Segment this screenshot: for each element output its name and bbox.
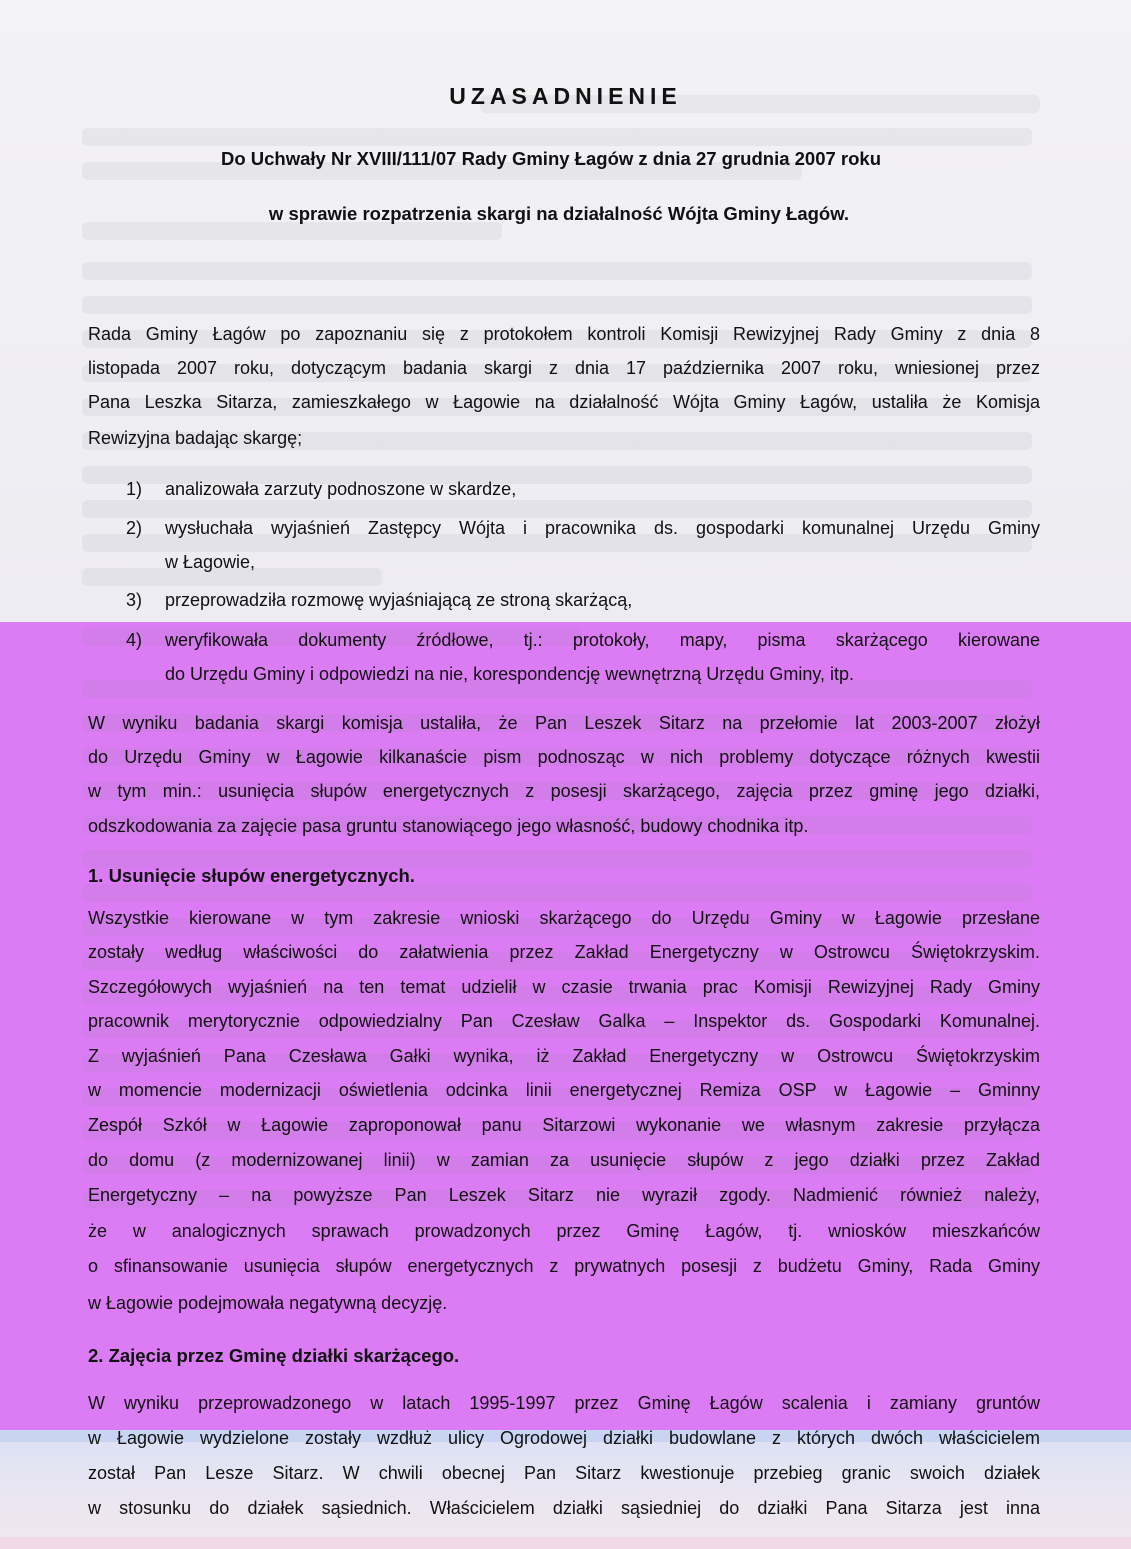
section-1-line: Z wyjaśnień Pana Czesława Gałki wynika, iż Zakład Energetyczny w Ostrowcu Świętokrzyskim — [88, 1046, 1040, 1066]
findings-line: odszkodowania za zajęcie pasa gruntu stanowiącego jego własność, budowy chodnika itp. — [88, 816, 809, 836]
section-1-line: o sfinansowanie usunięcia słupów energetycznych z prywatnych posesji z budżetu Gminy, Rada Gminy — [88, 1256, 1040, 1276]
findings-line: W wyniku badania skargi komisja ustaliła, że Pan Leszek Sitarz na przełomie lat 2003-2007 złożył — [88, 713, 1040, 733]
findings-line: w tym min.: usunięcia słupów energetycznych z posesji skarżącego, zajęcia przez gminę jego działki, — [88, 781, 1040, 801]
section-heading: 1. Usunięcie słupów energetycznych. — [88, 865, 415, 886]
section-heading: 2. Zajęcia przez Gminę działki skarżącego. — [88, 1345, 460, 1366]
section-1-line: zostały według właściwości do załatwienia przez Zakład Energetyczny w Ostrowcu Świętokrzyskim. — [88, 942, 1040, 962]
list-item-text: przeprowadziła rozmowę wyjaśniającą ze stroną skarżącą, — [165, 590, 633, 610]
section-1-line: Szczegółowych wyjaśnień na ten temat udzielił w czasie trwania prac Komisji Rewizyjnej Rady Gminy — [88, 977, 1040, 997]
intro-line: Rada Gminy Łagów po zapoznaniu się z protokołem kontroli Komisji Rewizyjnej Rady Gminy z dnia 8 — [88, 324, 1040, 344]
document-subtitle: w sprawie rozpatrzenia skargi na działalność Wójta Gminy Łagów. — [268, 203, 850, 224]
list-number: 2) — [126, 518, 143, 538]
section-1-line: w momencie modernizacji oświetlenia odcinka linii energetycznej Remiza OSP w Łagowie – Gminny — [88, 1080, 1040, 1100]
document-subtitle: Do Uchwały Nr XVIII/111/07 Rady Gminy Łagów z dnia 27 grudnia 2007 roku — [220, 148, 882, 169]
section-1-line: pracownik merytorycznie odpowiedzialny Pan Czesław Galka – Inspektor ds. Gospodarki Komunalnej. — [88, 1011, 1040, 1031]
list-item-text: wysłuchała wyjaśnień Zastępcy Wójta i pracownika ds. gospodarki komunalnej Urzędu Gminy — [165, 518, 1040, 538]
list-number: 4) — [126, 630, 143, 650]
section-1-line: w Łagowie podejmowała negatywną decyzję. — [88, 1293, 448, 1313]
list-item-text: analizowała zarzuty podnoszone w skardze, — [165, 479, 517, 499]
section-1-line: do domu (z modernizowanej linii) w zamian za usunięcie słupów z jego działki przez Zakład — [88, 1150, 1040, 1170]
section-1-line: że w analogicznych sprawach prowadzonych przez Gminę Łagów, tj. wniosków mieszkańców — [88, 1221, 1040, 1241]
section-1-line: Zespół Szkół w Łagowie zaproponował panu Sitarzowi wykonanie we własnym zakresie przyłącza — [88, 1115, 1040, 1135]
section-1-line: Wszystkie kierowane w tym zakresie wnioski skarżącego do Urzędu Gminy w Łagowie przesłane — [88, 908, 1040, 928]
findings-line: do Urzędu Gminy w Łagowie kilkanaście pism podnosząc w nich problemy dotyczące różnych kwestii — [88, 747, 1040, 767]
list-number: 3) — [126, 590, 143, 610]
list-item-text: weryfikowała dokumenty źródłowe, tj.: protokoły, mapy, pisma skarżącego kierowane — [165, 630, 1040, 650]
list-item-text: w Łagowie, — [165, 552, 256, 572]
section-2-line: W wyniku przeprowadzonego w latach 1995-1997 przez Gminę Łagów scalenia i zamiany gruntów — [88, 1393, 1040, 1413]
section-2-line: w stosunku do działek sąsiednich. Właścicielem działki sąsiedniej do działki Pana Sitarza jest inna — [88, 1498, 1040, 1518]
section-2-line: w Łagowie wydzielone zostały wzdłuż ulicy Ogrodowej działki budowlane z których dwóch właścicielem — [88, 1428, 1040, 1448]
section-1-line: Energetyczny – na powyższe Pan Leszek Sitarz nie wyraził zgody. Nadmienić również należy, — [88, 1185, 1040, 1205]
intro-line: listopada 2007 roku, dotyczącym badania skargi z dnia 17 października 2007 roku, wniesionej przez — [88, 358, 1040, 378]
intro-line: Pana Leszka Sitarza, zamieszkałego w Łagowie na działalność Wójta Gminy Łagów, ustaliła że Komisja — [88, 392, 1040, 412]
section-2-line: został Pan Lesze Sitarz. W chwili obecnej Pan Sitarz kwestionuje przebieg granic swoich działek — [88, 1463, 1040, 1483]
list-number: 1) — [126, 479, 143, 499]
list-item-text: do Urzędu Gminy i odpowiedzi na nie, korespondencję wewnętrzną Urzędu Gminy, itp. — [165, 664, 855, 684]
intro-line: Rewizyjna badając skargę; — [88, 428, 303, 448]
document-heading: UZASADNIENIE — [449, 83, 682, 109]
